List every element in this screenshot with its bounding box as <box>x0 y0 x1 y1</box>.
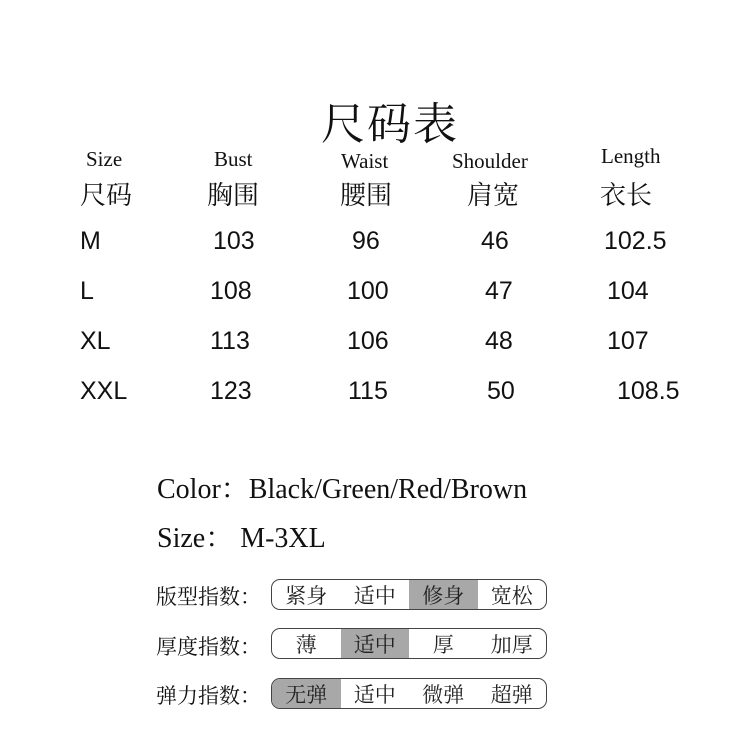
table-cell: 107 <box>607 327 649 355</box>
fit-option: 紧身 <box>285 583 328 608</box>
elasticity-option: 无弹 <box>272 679 341 708</box>
table-cell: 123 <box>210 377 252 405</box>
header-size-en: Size <box>86 147 123 171</box>
fit-option: 宽松 <box>490 583 533 608</box>
header-length-cn: 衣长 <box>600 181 653 211</box>
header-shoulder-en: Shoulder <box>452 149 528 173</box>
table-cell: 100 <box>347 277 389 305</box>
table-cell: XXL <box>80 377 128 405</box>
table-cell: 113 <box>210 327 250 355</box>
fit-index-scale <box>271 579 547 610</box>
elasticity-option: 超弹 <box>490 682 533 707</box>
thickness-index-label: 厚度指数： <box>156 635 261 659</box>
thickness-option: 厚 <box>432 632 454 657</box>
header-waist-cn: 腰围 <box>340 181 393 211</box>
header-length-en: Length <box>601 144 661 168</box>
table-cell: 108 <box>210 277 252 305</box>
thickness-index-scale <box>271 628 547 659</box>
elasticity-option: 微弹 <box>422 682 465 707</box>
elasticity-option: 适中 <box>353 682 396 707</box>
table-cell: XL <box>80 327 111 355</box>
header-bust-en: Bust <box>214 147 253 171</box>
thickness-option: 薄 <box>295 632 317 657</box>
table-cell: 48 <box>485 327 513 355</box>
header-waist-en: Waist <box>341 149 389 173</box>
fit-index-label: 版型指数： <box>156 585 261 609</box>
table-cell: 96 <box>352 227 380 255</box>
size-range-line: Size： M-3XL <box>157 523 326 554</box>
thickness-option: 加厚 <box>490 632 533 657</box>
table-cell: M <box>80 227 101 255</box>
elasticity-index-scale <box>271 678 547 709</box>
fit-option: 适中 <box>353 583 396 608</box>
header-size-cn: 尺码 <box>80 181 133 211</box>
table-cell: 47 <box>485 277 513 305</box>
table-cell: 103 <box>213 227 255 255</box>
table-cell: 115 <box>348 377 388 405</box>
header-shoulder-cn: 肩宽 <box>467 181 520 211</box>
elasticity-index-label: 弹力指数： <box>156 684 261 708</box>
page-title: 尺码表 <box>321 99 459 150</box>
table-cell: L <box>80 277 94 305</box>
color-line: Color：Black/Green/Red/Brown <box>157 474 528 505</box>
table-cell: 108.5 <box>617 377 680 405</box>
thickness-option: 适中 <box>341 629 410 658</box>
fit-option: 修身 <box>409 580 478 609</box>
table-cell: 50 <box>487 377 515 405</box>
table-cell: 104 <box>607 277 649 305</box>
header-bust-cn: 胸围 <box>207 181 260 211</box>
table-cell: 102.5 <box>604 227 667 255</box>
table-cell: 106 <box>347 327 389 355</box>
table-cell: 46 <box>481 227 509 255</box>
